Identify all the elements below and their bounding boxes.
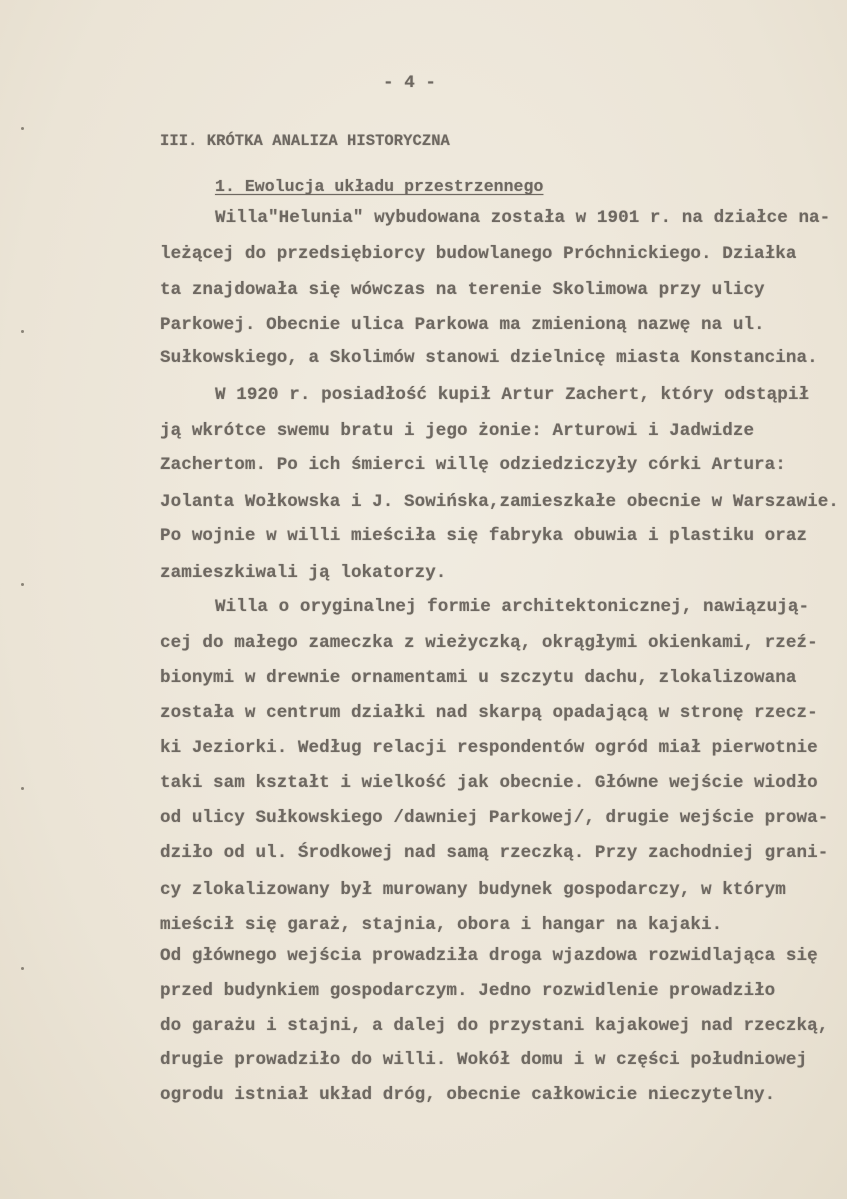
text-line: ogrodu istniał układ dróg, obecnie całkowicie nieczytelny. (160, 1085, 776, 1105)
page-number: - 4 - (383, 73, 437, 93)
text-line: ta znajdowała się wówczas na terenie Skolimowa przy ulicy (160, 280, 765, 300)
text-line: Od głównego wejścia prowadziła droga wjazdowa rozwidlająca się (160, 946, 818, 966)
text-line: do garażu i stajni, a dalej do przystani kajakowej nad rzeczką, (160, 1016, 829, 1036)
punch-mark (21, 330, 24, 333)
text-line: Zachertom. Po ich śmierci willę odziedziczyły córki Artura: (160, 455, 786, 475)
text-line: dziło od ul. Środkowej nad samą rzeczką. Przy zachodniej grani- (160, 843, 829, 863)
text-line: Willa o oryginalnej formie architektonicznej, nawiązują- (215, 597, 810, 617)
punch-mark (21, 787, 24, 790)
punch-mark (21, 583, 24, 586)
section-heading: III. KRÓTKA ANALIZA HISTORYCZNA (160, 132, 450, 150)
text-line: zamieszkiwali ją lokatorzy. (160, 563, 447, 583)
text-line: Jolanta Wołkowska i J. Sowińska,zamieszkałe obecnie w Warszawie. (160, 492, 839, 512)
punch-mark (21, 967, 24, 970)
text-line: ją wkrótce swemu bratu i jego żonie: Arturowi i Jadwidze (160, 421, 755, 441)
text-line: od ulicy Sułkowskiego /dawniej Parkowej/, drugie wejście prowa- (160, 808, 829, 828)
text-line: przed budynkiem gospodarczym. Jedno rozwidlenie prowadziło (160, 981, 776, 1001)
text-line: Sułkowskiego, a Skolimów stanowi dzielnicę miasta Konstancina. (160, 348, 818, 368)
text-line: została w centrum działki nad skarpą opadającą w stronę rzecz- (160, 703, 818, 723)
text-line: cy zlokalizowany był murowany budynek gospodarczy, w którym (160, 880, 786, 900)
text-line: Po wojnie w willi mieściła się fabryka obuwia i plastiku oraz (160, 526, 808, 546)
text-line: cej do małego zameczka z wieżyczką, okrągłymi okienkami, rzeź- (160, 633, 818, 653)
text-line: ki Jeziorki. Według relacji respondentów ogród miał pierwotnie (160, 738, 818, 758)
text-line: leżącej do przedsiębiorcy budowlanego Próchnickiego. Działka (160, 244, 797, 264)
text-line: mieścił się garaż, stajnia, obora i hangar na kajaki. (160, 915, 723, 935)
text-line: Willa"Helunia" wybudowana została w 1901 r. na działce na- (215, 208, 831, 228)
subsection-heading: 1. Ewolucja układu przestrzennego (215, 177, 544, 196)
text-line: taki sam kształt i wielkość jak obecnie. Główne wejście wiodło (160, 773, 818, 793)
punch-mark (21, 127, 24, 130)
text-line: bionymi w drewnie ornamentami u szczytu dachu, zlokalizowana (160, 668, 797, 688)
text-line: W 1920 r. posiadłość kupił Artur Zachert, który odstąpił (215, 385, 810, 405)
text-line: drugie prowadziło do willi. Wokół domu i w części południowej (160, 1050, 808, 1070)
text-line: Parkowej. Obecnie ulica Parkowa ma zmienioną nazwę na ul. (160, 315, 765, 335)
